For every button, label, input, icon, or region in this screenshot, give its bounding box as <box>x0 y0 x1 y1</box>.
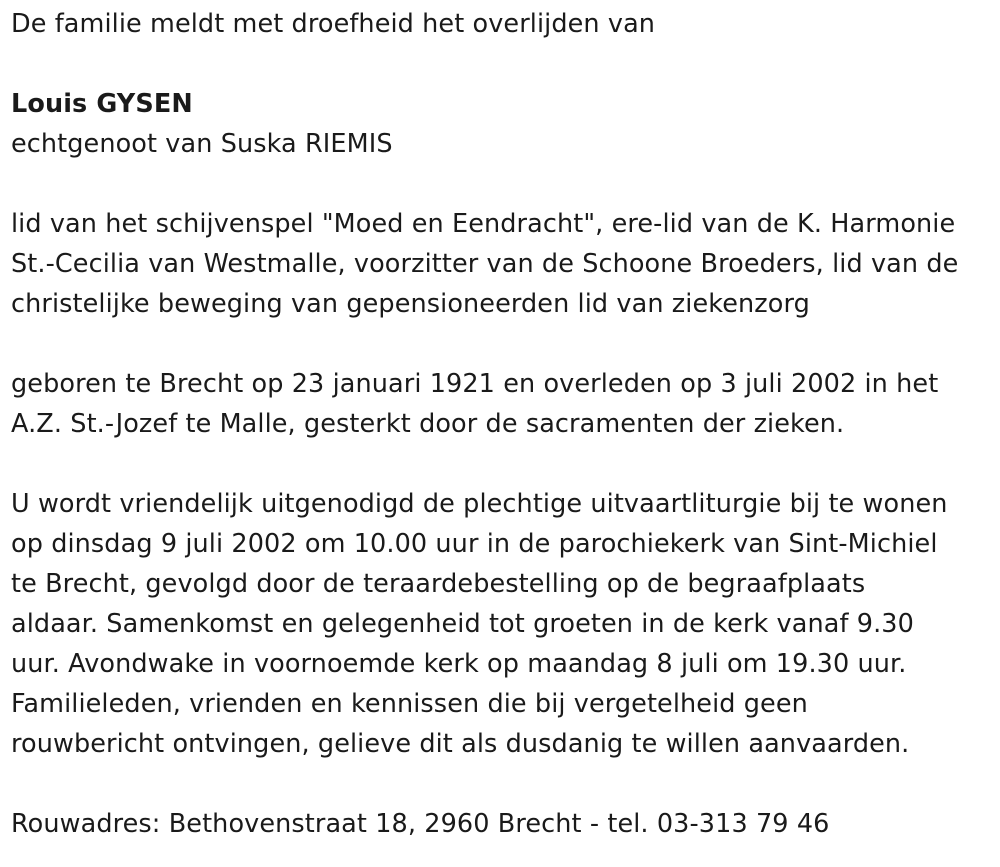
spacer <box>11 44 992 84</box>
paragraph-line: Familieleden, vrienden en kennissen die bij vergetelheid geen <box>11 689 808 719</box>
paragraph-line: geboren te Brecht op 23 januari 1921 en overleden op 3 juli 2002 in het <box>11 369 939 399</box>
deceased-name: Louis GYSEN <box>11 89 193 119</box>
paragraph-line: uur. Avondwake in voornoemde kerk op maandag 8 juli om 19.30 uur. <box>11 649 907 679</box>
paragraph-line: op dinsdag 9 juli 2002 om 10.00 uur in de parochiekerk van Sint-Michiel <box>11 529 938 559</box>
spacer <box>11 444 992 484</box>
paragraph-line: aldaar. Samenkomst en gelegenheid tot groeten in de kerk vanaf 9.30 <box>11 609 914 639</box>
spacer <box>11 324 992 364</box>
spacer <box>11 764 992 804</box>
birth-death-paragraph <box>11 364 992 444</box>
paragraph-line: rouwbericht ontvingen, gelieve dit als dusdanig te willen aanvaarden. <box>11 729 910 759</box>
paragraph-line: christelijke beweging van gepensioneerden lid van ziekenzorg <box>11 289 810 319</box>
paragraph-line: U wordt vriendelijk uitgenodigd de plechtige uitvaartliturgie bij te wonen <box>11 489 948 519</box>
intro-line: De familie meldt met droefheid het overlijden van <box>11 9 656 39</box>
paragraph-line: A.Z. St.-Jozef te Malle, gesterkt door de sacramenten der zieken. <box>11 409 845 439</box>
paragraph-line: lid van het schijvenspel "Moed en Eendracht", ere-lid van de K. Harmonie <box>11 209 956 239</box>
mourning-address: Rouwadres: Bethovenstraat 18, 2960 Brecht - tel. 03-313 79 46 <box>11 809 830 839</box>
memberships-paragraph <box>11 204 992 324</box>
spacer <box>11 164 992 204</box>
invitation-paragraph <box>11 484 992 764</box>
paragraph-line: St.-Cecilia van Westmalle, voorzitter van de Schoone Broeders, lid van de <box>11 249 959 279</box>
spouse-line: echtgenoot van Suska RIEMIS <box>11 129 393 159</box>
paragraph-line: te Brecht, gevolgd door de teraardebestelling op de begraafplaats <box>11 569 866 599</box>
